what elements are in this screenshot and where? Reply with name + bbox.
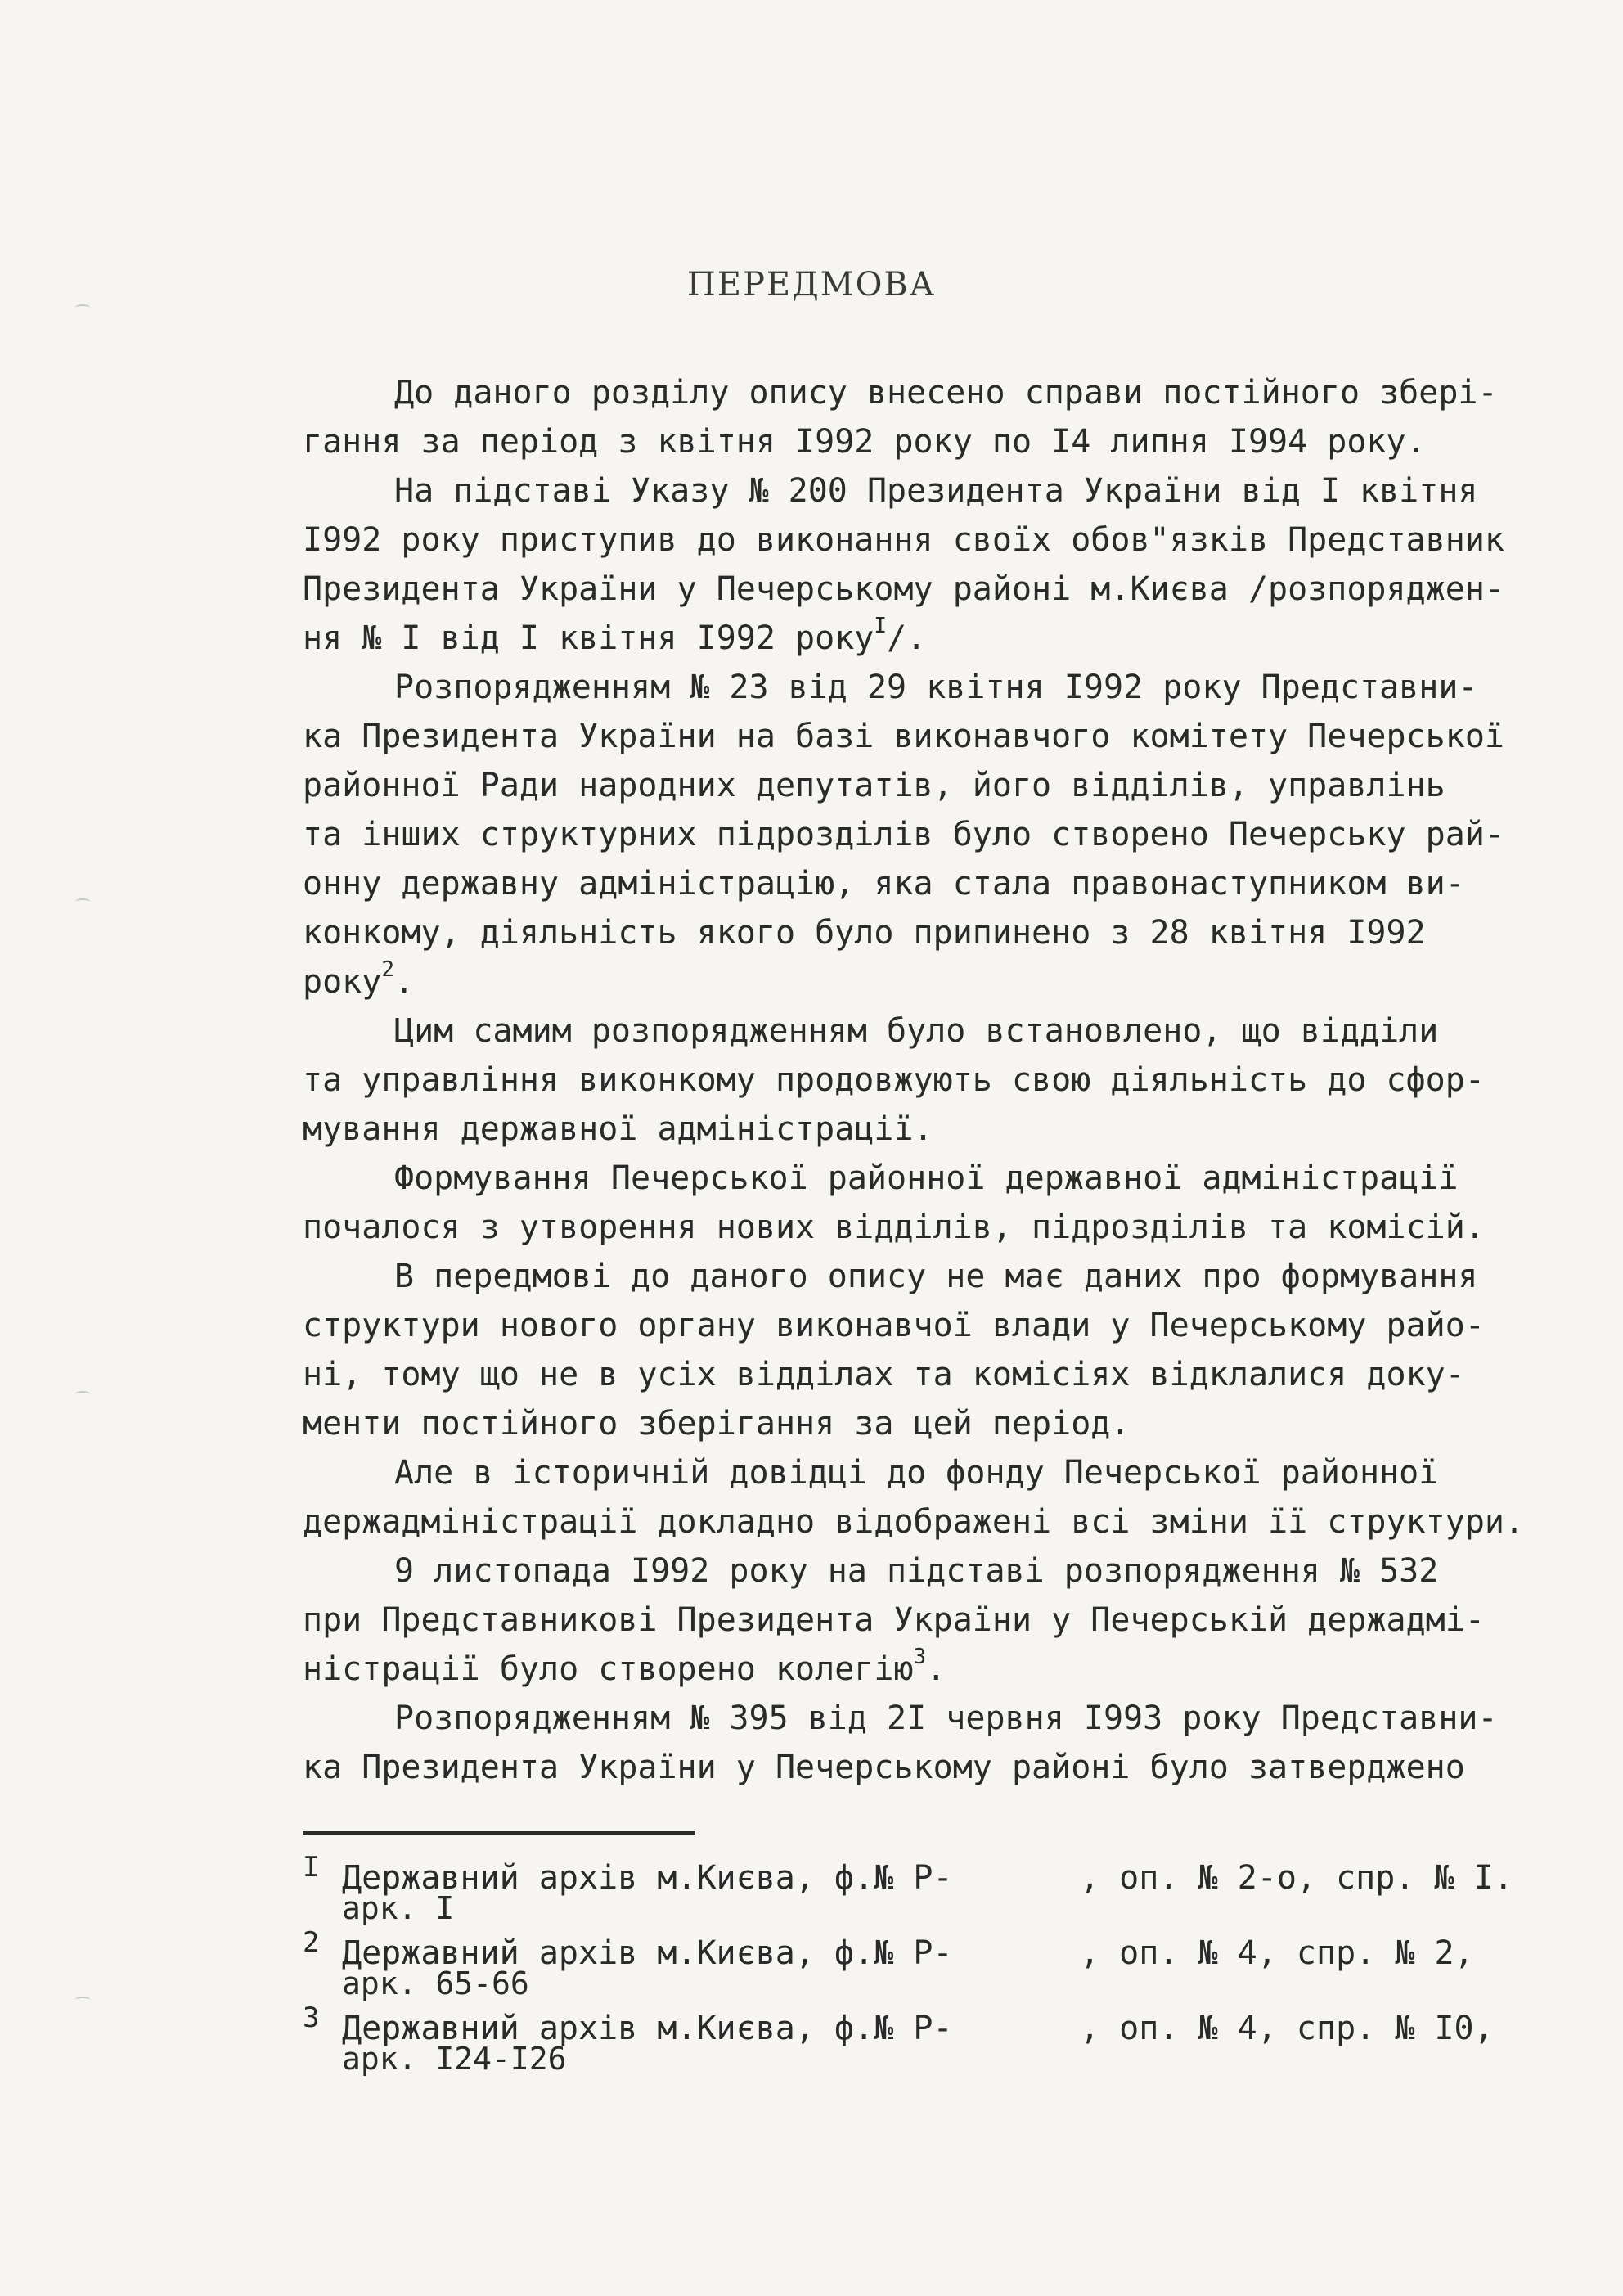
footnote-mark: 2 [303,1926,320,1959]
punch-mark [75,304,90,311]
line-text: До даного розділу опису внесено справи постійного збері- [394,374,1498,412]
footnote [303,1851,1546,1926]
text-line [303,1645,1546,1694]
line-text-tail: . [393,963,415,1001]
text-line [303,565,1546,614]
footnote-reference-detail: , оп. № 2-о, спр. № I. [1080,1859,1513,1897]
line-text: Президента України у Печерському районі м.Києва /розпоряджен- [303,570,1505,608]
text-line [303,1301,1546,1350]
footnote-source: Державний архів м.Києва, ф.№ Р- [342,2010,953,2047]
line-text: I992 року приступив до виконання своїх обов"язків Представник [303,521,1505,559]
footnote-source: Державний архів м.Києва, ф.№ Р- [342,1934,953,1972]
line-text-tail: /. [887,619,927,657]
punch-mark [75,898,90,905]
line-text: ні, тому що не в усіх відділах та комісіях відклалися доку- [303,1356,1465,1393]
line-text-tail: . [926,1650,946,1688]
text-line [303,663,1546,712]
footnote-mark: I [303,1851,320,1884]
body-text [303,368,1546,1792]
footnote-source: Державний архів м.Києва, ф.№ Р- [342,1859,953,1897]
text-line [303,712,1546,761]
text-line [303,761,1546,810]
line-text: конкому, діяльність якого було припинено з 28 квітня I992 [303,914,1426,952]
text-line [303,1154,1546,1203]
punch-mark [75,1391,90,1398]
text-line [303,1694,1546,1743]
text-line [303,1105,1546,1154]
line-text: Але в історичній довідці до фонду Печерської районної [394,1454,1439,1492]
line-text: почалося з утворення нових відділів, підрозділів та комісій. [303,1209,1485,1246]
line-text: мування державної адміністрації. [303,1110,933,1148]
line-text: Формування Печерської районної державної адміністрації [394,1159,1459,1197]
line-text: Розпорядженням № 23 від 29 квітня I992 року Представни- [394,669,1478,706]
footnote-reference: 2 [381,957,394,982]
line-text: року [303,963,382,1001]
text-line [303,1546,1546,1596]
footnote-separator [303,1831,695,1835]
line-text: районної Ради народних депутатів, його відділів, управлінь [303,767,1445,804]
text-line [303,1743,1546,1792]
line-text: менти постійного зберігання за цей період. [303,1405,1131,1443]
text-line [303,957,1546,1006]
text-line [303,1448,1546,1497]
text-line [303,1399,1546,1448]
line-text: при Представникові Президента України у Печерській держадмі- [303,1601,1485,1639]
footnote-sheet: арк. I [342,1890,455,1926]
line-text: та управління виконкому продовжують свою діяльність до сфор- [303,1061,1485,1099]
text-line [303,515,1546,565]
footnote-sheet: арк. I24-I26 [342,2041,567,2077]
line-text: держадміністрації докладно відображені всі зміни її структури. [303,1503,1525,1541]
line-text: гання за період з квітня I992 року по I4 липня I994 року. [303,423,1426,461]
footnote-mark: 3 [303,2001,320,2034]
footnote-sheet: арк. 65-66 [342,1965,529,2001]
line-text: 9 листопада I992 року на підставі розпорядження № 532 [394,1552,1439,1590]
line-text: структури нового органу виконавчої влади у Печерському райо- [303,1307,1485,1344]
line-text: Цим самим розпорядженням було встановлено, що відділи [394,1012,1439,1050]
text-line [303,810,1546,859]
line-text: ка Президента України у Печерському районі було затверджено [303,1749,1465,1786]
text-line [303,1596,1546,1645]
text-line [303,1006,1546,1056]
footnote-reference-detail: , оп. № 4, спр. № I0, [1080,2010,1494,2047]
text-line [303,1252,1546,1301]
line-text: На підставі Указу № 200 Президента України від I квітня [394,472,1478,510]
line-text: онну державну адміністрацію, яка стала правонаступником ви- [303,865,1465,903]
text-line [303,859,1546,908]
line-text: ня № I від I квітня I992 року [303,619,874,657]
line-text: та інших структурних підрозділів було створено Печерську рай- [303,816,1505,853]
text-line [303,368,1546,417]
text-line [303,614,1546,663]
text-line [303,1350,1546,1399]
footnote-reference: I [874,614,888,638]
footnote [303,1926,1546,2001]
footnote-reference: 3 [913,1645,927,1669]
line-text: Розпорядженням № 395 від 2I червня I993 року Представни- [394,1699,1498,1737]
text-line [303,417,1546,466]
footnotes [303,1851,1546,2077]
line-text: ністрації було створено колегію [303,1650,914,1688]
page-title: ПЕРЕДМОВА [686,266,937,304]
footnote-reference-detail: , оп. № 4, спр. № 2, [1080,1934,1474,1972]
line-text: ка Президента України на базі виконавчого комітету Печерської [303,718,1505,755]
text-line [303,908,1546,957]
line-text: В передмові до даного опису не має даних про формування [394,1258,1478,1295]
text-line [303,1203,1546,1252]
text-line [303,1056,1546,1105]
punch-mark [75,1997,90,2003]
footnote [303,2001,1546,2077]
text-line [303,466,1546,515]
text-line [303,1497,1546,1546]
